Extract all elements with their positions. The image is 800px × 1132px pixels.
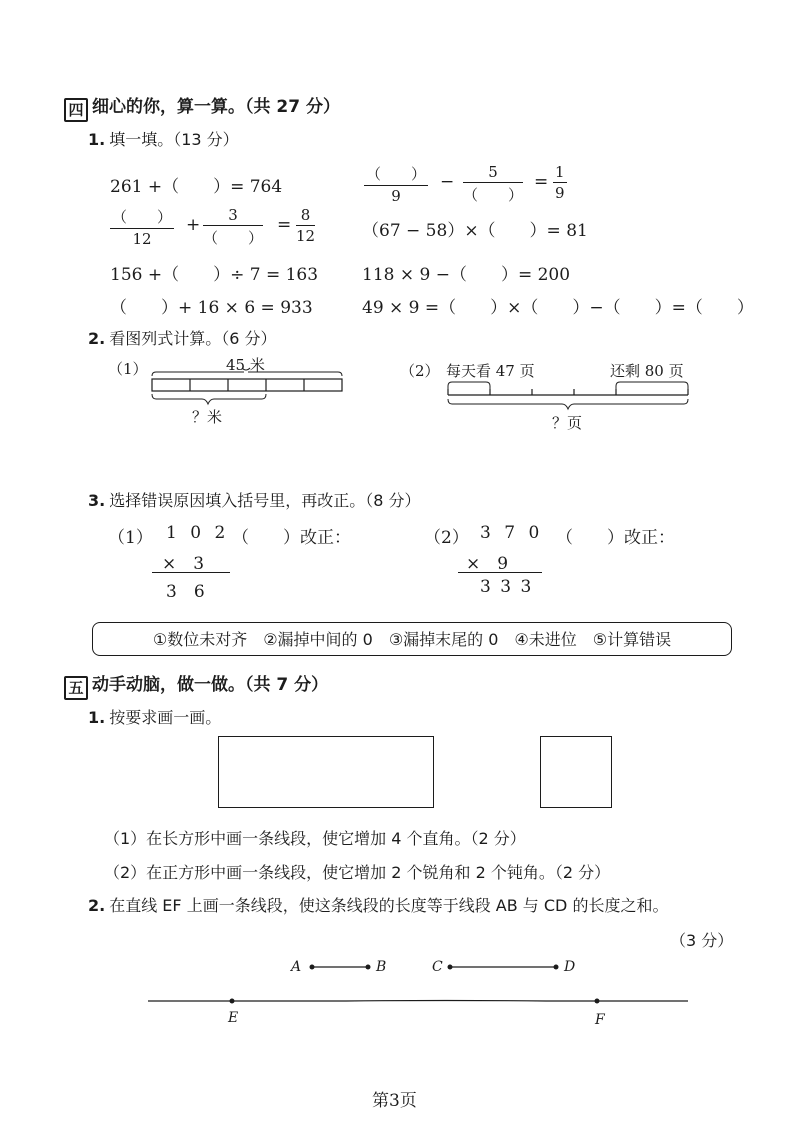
fraction-4-numerator: （ ） [110,206,174,229]
point-b-label: B [376,959,387,975]
section-5-header [64,670,328,700]
fraction-5-denominator: （ ） [203,229,264,247]
q1-heading [88,127,239,150]
fraction-1 [364,163,428,205]
equals-sign-2: = [277,215,292,235]
q2-part-2-right-label: 还剩 80 页 [610,362,684,380]
fraction-2 [463,163,523,205]
q2-part-2-bottom-label: ？页 [552,414,583,432]
q2-heading [88,326,277,349]
fraction-5 [203,206,263,248]
q1-title: 填一填。（13 分） [109,130,239,149]
s5-q2-score: （3 分） [670,931,734,950]
q3-number: 3. [88,491,106,510]
q3-part-2-answer: （ ）改正： [556,528,675,548]
fraction-1-denominator: 9 [391,187,401,205]
error-reasons-box: ①数位未对齐 ②漏掉中间的 0 ③漏掉末尾的 0 ④未进位 ⑤计算错误 [92,622,732,656]
q2-part-2-diagram [440,376,700,416]
q3-part-2-label: （2） [424,528,469,548]
q3-heading [88,488,421,511]
point-d-label: D [564,959,576,975]
s5-q2-number: 2. [88,896,106,915]
section-4-header [64,92,340,122]
minus-sign: − [440,172,455,192]
fraction-5-numerator: 3 [203,206,263,226]
point-a-label: A [291,959,302,975]
section-5-badge: 五 [64,676,88,700]
section-5-title: 动手动脑，做一做。（共 7 分） [92,675,329,695]
q3-part-1-multiplier: × 3 [162,554,205,574]
fraction-3-numerator: 1 [555,163,565,181]
fraction-6 [296,206,315,245]
q3-part-1-multiplicand: 1 0 2 [166,523,230,543]
q2-part-1-label: （1） [108,360,148,378]
q2-part-1-bottom-label: ？米 [192,408,223,426]
equation-5: （ ）+ 16 × 6 = 933 [110,298,313,318]
s5-q1-number: 1. [88,708,106,727]
fraction-6-numerator: 8 [296,206,315,226]
point-e-label: E [228,1010,239,1026]
fraction-4-denominator: 12 [132,230,152,248]
q2-number: 2. [88,329,106,348]
square-shape [540,736,612,808]
segments-ab-cd [300,958,570,978]
q3-part-1-rule [152,572,230,573]
point-f-label: F [595,1012,605,1028]
section-4-badge: 四 [64,98,88,122]
q2-part-1-diagram [146,362,356,412]
q2-part-1-top-label: 45 米 [226,356,265,374]
s5-q1-heading [88,705,221,728]
fraction-1-numerator: （ ） [364,163,428,186]
q2-part-2-left-label: 每天看 47 页 [446,362,535,380]
equation-6: 49 × 9 =（ ）×（ ）−（ ）=（ ） [362,298,754,318]
q3-part-1-label: （1） [108,528,153,548]
q3-part-1-answer: （ ）改正： [232,528,351,548]
s5-q2-heading [88,893,668,916]
fraction-4 [110,206,174,248]
s5-q1-title: 按要求画一画。 [109,708,222,727]
plus-sign: + [186,215,201,235]
q2-title: 看图列式计算。（6 分） [109,329,277,348]
q3-title: 选择错误原因填入括号里，再改正。（8 分） [109,491,421,510]
fraction-6-denominator: 12 [296,227,316,245]
point-c-label: C [432,959,443,975]
equation-3: 156 +（ ）÷ 7 = 163 [110,265,319,285]
fraction-2-denominator: （ ） [463,186,524,204]
q1-number: 1. [88,130,106,149]
fraction-2-numerator: 5 [463,163,523,183]
q3-part-2-multiplier: × 9 [466,554,509,574]
equals-sign-1: = [534,172,549,192]
equation-2: （67 − 58）×（ ）= 81 [362,221,588,241]
line-ef [146,990,692,1010]
equation-4: 118 × 9 −（ ）= 200 [362,265,571,285]
q3-part-2-multiplicand: 3 7 0 [480,523,544,543]
s5-q1-instruction-1: （1）在长方形中画一条线段，使它增加 4 个直角。（2 分） [104,829,526,848]
q3-part-2-rule [458,572,542,573]
q3-part-1-result: 3 6 [166,582,205,602]
fraction-3 [553,163,567,202]
s5-q1-instruction-2: （2）在正方形中画一条线段，使它增加 2 个锐角和 2 个钝角。（2 分） [104,863,611,882]
q3-part-2-result: 3 3 3 [480,577,534,597]
s5-q2-title: 在直线 EF 上画一条线段，使这条线段的长度等于线段 AB 与 CD 的长度之和。 [109,896,669,915]
section-4-title: 细心的你，算一算。（共 27 分） [92,97,340,117]
rectangle-shape [218,736,434,808]
page-number: 第3页 [372,1091,417,1111]
equation-1: 261 +（ ）= 764 [110,177,283,197]
q2-part-2-label: （2） [400,362,440,380]
fraction-3-denominator: 9 [555,184,565,202]
